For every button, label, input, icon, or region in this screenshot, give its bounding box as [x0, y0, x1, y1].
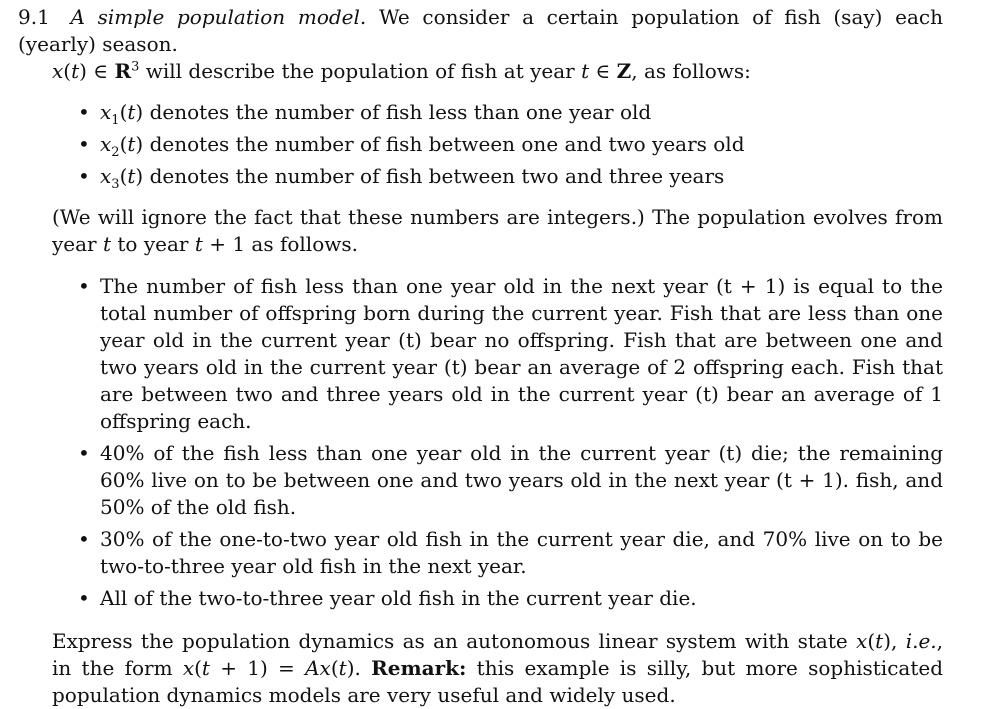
- remark-text: this example is silly, but more sophisticated population dynamics models are very useful and widely used.: [52, 656, 944, 707]
- math-Z: Z: [616, 59, 632, 83]
- list-item: [78, 440, 943, 521]
- list-item: • $x_1(t)$ denotes the number of fish less than one year old: [78, 100, 652, 128]
- math-R3: R: [114, 59, 132, 83]
- remark-label: Remark:: [371, 656, 467, 680]
- math-x-t: x: [52, 59, 64, 83]
- rule-offspring: The number of fish less than one year old in the next year (t + 1) is equal to the total number of offspring born during the current year. Fish that are less than one year old in the current year (t) bear no offspring. Fish that are between one and two years old in the current year (t) bear an average of 2 offspring each. Fish that are between two and three years old in the current year (t) bear an average of 1 offspring each.: [100, 274, 943, 433]
- intro-text-c: , as follows:: [631, 59, 751, 83]
- bullet-icon: •: [78, 274, 90, 298]
- bullet-icon: •: [78, 164, 90, 188]
- bullet-icon: •: [78, 586, 90, 610]
- problem-header: [18, 4, 943, 58]
- list-item: [78, 273, 943, 435]
- problem-title: A simple population model.: [70, 5, 367, 29]
- bullet-icon: •: [78, 100, 90, 124]
- bullet-icon: •: [78, 441, 90, 465]
- variable-list: [78, 99, 943, 190]
- list-item: • $x_3(t)$ denotes the number of fish between two and three years: [78, 164, 725, 192]
- intro-text-b: will describe the population of fish at year: [145, 59, 575, 83]
- bullet-icon: •: [78, 132, 90, 156]
- intro-line-2: x(t) ∈ $R^3$ will describe the population of fish at year t ∈ Z, as follows:: [52, 59, 751, 83]
- intro-text-a: We consider a certain population of fish (say) each (yearly) season.: [18, 5, 943, 56]
- rule-first-year-survival: 40% of the fish less than one year old in the current year (t) die; the remaining 60% live on to be between one and two years old in the next year (t + 1). fish, and 50% of the old fish.: [100, 441, 943, 519]
- problem-number: 9.1: [18, 5, 50, 29]
- list-item: [78, 585, 943, 612]
- problem-9-1: [18, 4, 943, 709]
- bullet-icon: •: [78, 527, 90, 551]
- rules-list: [78, 273, 943, 612]
- list-item: • $x_2(t)$ denotes the number of fish between one and two years old: [78, 132, 745, 160]
- evolution-paragraph: (We will ignore the fact that these numbers are integers.) The population evolves from year t to year t + 1 as follows.: [52, 205, 943, 256]
- rule-second-year-survival: 30% of the one-to-two year old fish in the current year die, and 70% live on to be two-to-three year old fish in the next year.: [100, 527, 943, 578]
- list-item: [78, 526, 943, 580]
- rule-third-year-death: All of the two-to-three year old fish in the current year die.: [100, 586, 697, 610]
- task-paragraph: Express the population dynamics as an autonomous linear system with state x(t), i.e., in the form x(t + 1) = Ax(t). Remark: this example is silly, but more sophisticated population dynamics models are very useful and widely used.: [52, 629, 944, 707]
